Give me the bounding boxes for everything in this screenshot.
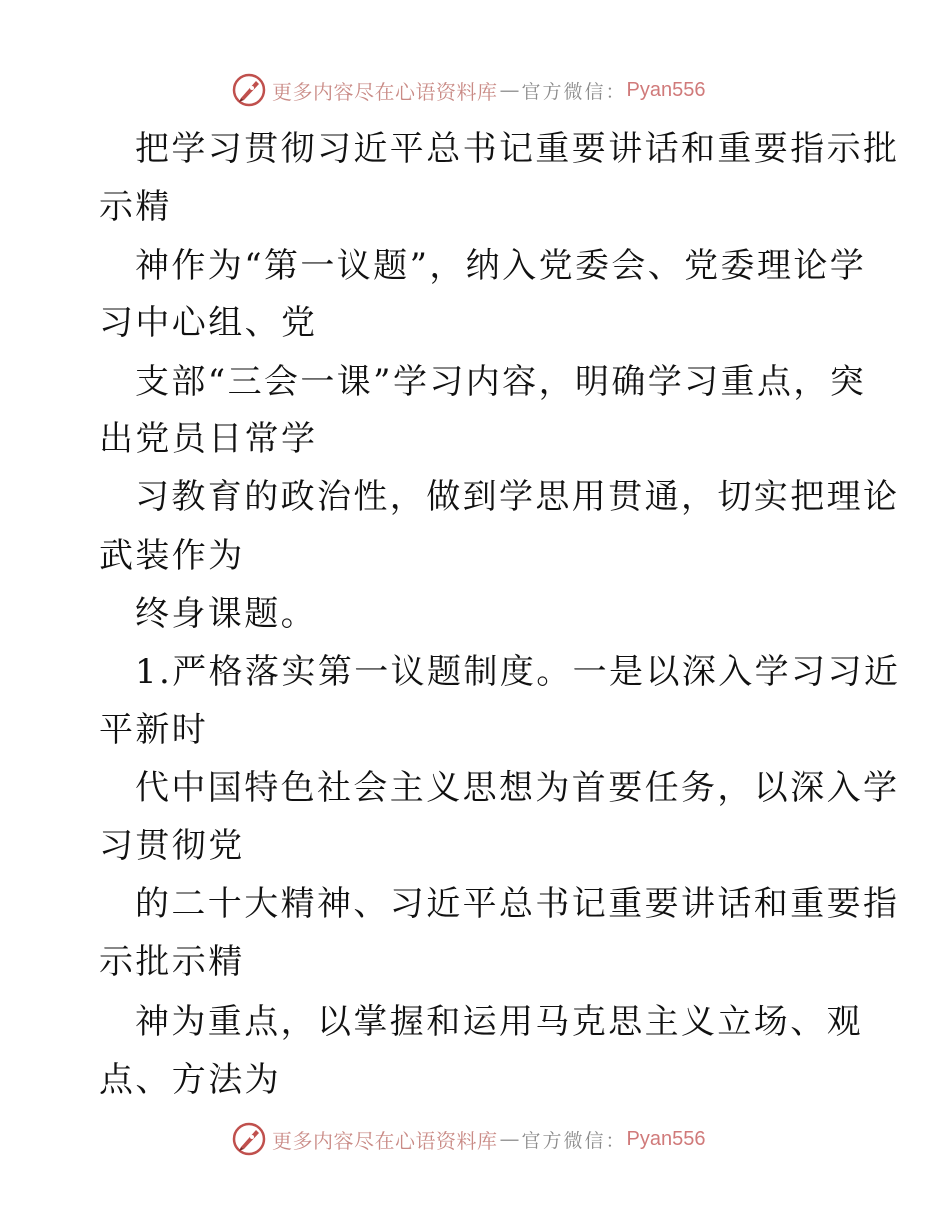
body-line: 习贯彻党 [99,826,245,866]
watermark-dash: — [499,78,520,102]
body-line: 习中心组、党 [99,303,318,343]
body-line: 点、方法为 [99,1060,281,1100]
body-line: 出党员日常学 [99,419,318,459]
footer-watermark [232,1121,705,1157]
watermark-brand-text: 更多内容尽在心语资料库 [272,1128,498,1153]
body-line: 习教育的政治性，做到学思用贯通，切实把理论 [135,477,900,517]
watermark-wechat-id: Pyan556 [626,1127,706,1150]
body-line: 示精 [99,187,172,227]
body-line: 示批示精 [99,942,245,982]
body-line: 平新时 [99,710,209,750]
watermark-wechat-label: 官方微信： [521,1129,627,1152]
watermark-wechat-label: 官方微信： [521,80,627,103]
body-line: 终身课题。 [135,594,317,634]
watermark-brand-text: 更多内容尽在心语资料库 [272,79,498,104]
body-line: 把学习贯彻习近平总书记重要讲话和重要指示批 [135,129,900,169]
body-line: 1.严格落实第一议题制度。一是以深入学习习近 [135,652,901,692]
body-line: 支部“三会一课”学习内容，明确学习重点，突 [135,362,867,402]
watermark-dash: — [499,1127,520,1151]
body-line: 神为重点，以掌握和运用马克思主义立场、观 [135,1002,863,1042]
quill-pen-logo-icon [232,73,266,107]
body-line: 的二十大精神、习近平总书记重要讲话和重要指 [135,884,900,924]
quill-pen-logo-icon [232,1122,266,1156]
body-line: 武装作为 [99,536,245,576]
watermark-wechat-id: Pyan556 [626,78,706,101]
header-watermark [232,72,705,108]
body-line: 代中国特色社会主义思想为首要任务，以深入学 [135,768,900,808]
body-line: 神作为“第一议题”，纳入党委会、党委理论学 [135,246,867,286]
